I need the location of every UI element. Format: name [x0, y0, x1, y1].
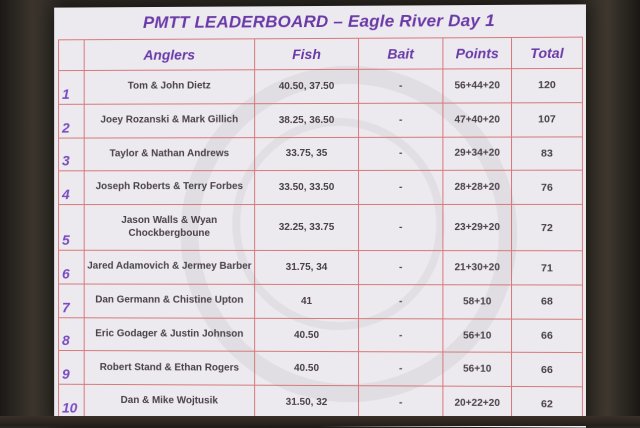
- bait-cell: -: [359, 171, 443, 205]
- total-cell: 83: [512, 136, 583, 170]
- points-cell: 21+30+20: [443, 251, 512, 285]
- bait-cell: -: [359, 285, 443, 319]
- leaderboard-table: [58, 37, 583, 422]
- anglers-cell: Taylor & Nathan Andrews: [84, 137, 254, 171]
- fish-cell: 31.75, 34: [255, 251, 359, 285]
- fish-cell: 40.50: [255, 318, 359, 352]
- rank-header: [59, 40, 85, 71]
- total-cell: 72: [512, 204, 583, 251]
- total-cell: 71: [512, 251, 583, 285]
- header-row: [59, 37, 583, 70]
- table-row: [59, 68, 583, 104]
- total-cell: 76: [512, 170, 583, 204]
- fish-cell: 40.50, 37.50: [255, 69, 359, 103]
- anglers-cell: Jared Adamovich & Jermey Barber: [84, 250, 254, 284]
- table-row: [59, 170, 583, 204]
- total-cell: 62: [512, 387, 583, 421]
- fish-header: Fish: [255, 38, 359, 69]
- points-header: Points: [443, 38, 512, 69]
- anglers-cell: Eric Godager & Justin Johnson: [84, 317, 254, 351]
- bait-header: Bait: [359, 38, 443, 69]
- table-row: [59, 204, 583, 251]
- fish-cell: 40.50: [255, 352, 359, 386]
- table-row: [59, 250, 583, 285]
- table-row: [59, 351, 583, 387]
- points-cell: 29+34+20: [443, 137, 512, 171]
- anglers-cell: Robert Stand & Ethan Rogers: [84, 351, 254, 385]
- anglers-cell: Dan & Mike Wojtusik: [84, 385, 254, 420]
- anglers-header: Anglers: [84, 39, 254, 71]
- total-header: Total: [512, 37, 583, 69]
- points-cell: 58+10: [443, 285, 512, 319]
- anglers-cell: Joseph Roberts & Terry Forbes: [84, 171, 254, 205]
- rank-cell: 9: [59, 351, 85, 385]
- anglers-cell: Tom & John Dietz: [84, 70, 254, 104]
- anglers-cell: Joey Rozanski & Mark Gillich: [84, 103, 254, 137]
- fish-cell: 31.50, 32: [255, 385, 359, 419]
- bait-cell: -: [359, 204, 443, 250]
- bait-cell: -: [359, 352, 443, 386]
- total-cell: 107: [512, 102, 583, 136]
- points-cell: 56+10: [443, 352, 512, 386]
- total-cell: 66: [512, 319, 583, 353]
- bait-cell: -: [359, 251, 443, 285]
- rank-cell: 8: [59, 317, 85, 351]
- leaderboard-body: [59, 68, 583, 421]
- points-cell: 56+10: [443, 319, 512, 353]
- fish-cell: 33.75, 35: [255, 137, 359, 171]
- table-row: [59, 102, 583, 137]
- points-cell: 23+29+20: [443, 204, 512, 250]
- rank-cell: 5: [59, 205, 85, 251]
- bait-cell: -: [359, 318, 443, 352]
- anglers-cell: Jason Walls & Wyan Chockbergboune: [84, 205, 254, 251]
- table-row: [59, 136, 583, 171]
- anglers-cell: Dan Germann & Chistine Upton: [84, 284, 254, 318]
- fish-cell: 41: [255, 284, 359, 318]
- total-cell: 66: [512, 353, 583, 387]
- rank-cell: 2: [59, 104, 85, 138]
- total-cell: 68: [512, 285, 583, 319]
- leaderboard-title: PMTT LEADERBOARD – Eagle River Day 1: [142, 10, 495, 32]
- rank-cell: 3: [59, 138, 85, 172]
- rank-cell: 7: [59, 284, 85, 318]
- rank-cell: 6: [59, 250, 85, 284]
- points-cell: 28+28+20: [443, 170, 512, 204]
- fish-cell: 32.25, 33.75: [255, 204, 359, 250]
- bait-cell: -: [359, 103, 443, 137]
- total-cell: 120: [512, 68, 583, 102]
- table-row: [59, 284, 583, 319]
- table-row: [59, 317, 583, 353]
- fish-cell: 33.50, 33.50: [255, 171, 359, 205]
- rank-cell: 4: [59, 171, 85, 205]
- bait-cell: -: [359, 69, 443, 103]
- projection-screen: [54, 4, 586, 427]
- rank-cell: 10: [59, 384, 85, 418]
- fish-cell: 38.25, 36.50: [255, 103, 359, 137]
- bait-cell: -: [359, 386, 443, 420]
- points-cell: 20+22+20: [443, 386, 512, 420]
- floor-edge: [0, 416, 640, 426]
- points-cell: 56+44+20: [443, 69, 512, 103]
- bait-cell: -: [359, 137, 443, 171]
- rank-cell: 1: [59, 70, 85, 104]
- points-cell: 47+40+20: [443, 103, 512, 137]
